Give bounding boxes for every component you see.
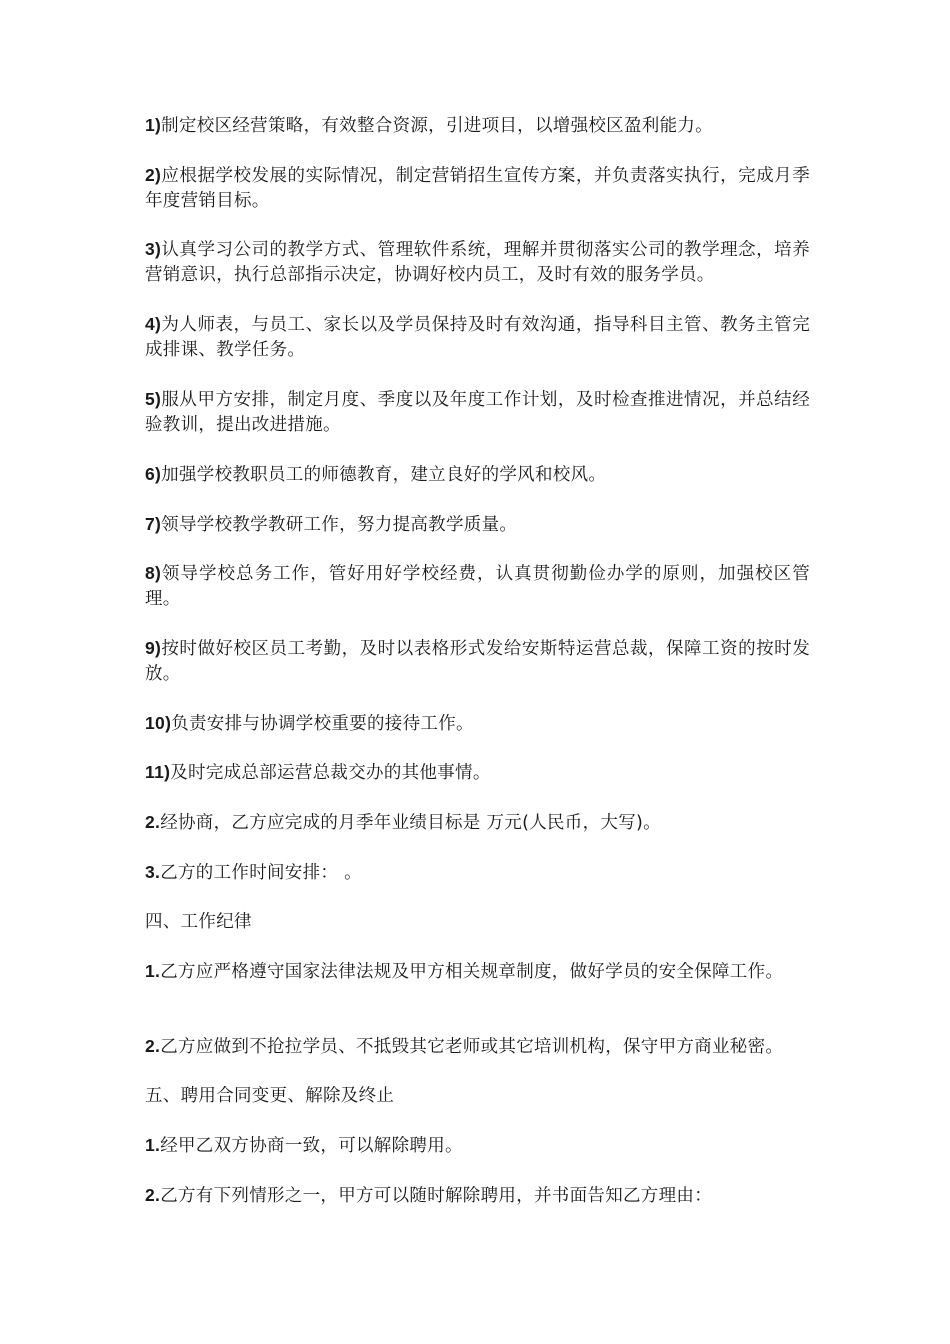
paragraph-duty-9: 9)按时做好校区员工考勤，及时以表格形式发给安斯特运营总裁，保障工资的按时发放。 [145, 638, 810, 684]
paragraph-target: 2.经协商，乙方应完成的月季年业绩目标是 万元(人民币，大写)。 [145, 812, 661, 833]
paragraph-duty-7: 7)领导学校教学教研工作，努力提高教学质量。 [145, 514, 518, 535]
paragraph-duty-8: 8)领导学校总务工作，管好用好学校经费，认真贯彻勤俭办学的原则，加强校区管理。 [145, 563, 810, 609]
paragraph-work-time: 3.乙方的工作时间安排： 。 [145, 862, 362, 883]
paragraph-duty-2: 2)应根据学校发展的实际情况，制定营销招生宣传方案，并负责落实执行，完成月季年度营销目标。 [145, 165, 810, 211]
paragraph-duty-6: 6)加强学校教职员工的师德教育，建立良好的学风和校风。 [145, 464, 607, 485]
paragraph-duty-5: 5)服从甲方安排，制定月度、季度以及年度工作计划，及时检查推进情况，并总结经验教训，提出改进措施。 [145, 389, 810, 435]
paragraph-duty-11: 11)及时完成总部运营总裁交办的其他事情。 [145, 762, 491, 783]
section-heading-termination: 五、聘用合同变更、解除及终止 [145, 1086, 395, 1106]
paragraph-termination-2: 2.乙方有下列情形之一，甲方可以随时解除聘用，并书面告知乙方理由： [145, 1185, 713, 1206]
paragraph-termination-1: 1.经甲乙双方协商一致，可以解除聘用。 [145, 1135, 463, 1156]
paragraph-duty-1: 1)制定校区经营策略，有效整合资源，引进项目，以增强校区盈利能力。 [145, 115, 713, 136]
paragraph-duty-10: 10)负责安排与协调学校重要的接待工作。 [145, 713, 474, 734]
paragraph-discipline-2: 2.乙方应做到不抢拉学员、不抵毁其它老师或其它培训机构，保守甲方商业秘密。 [145, 1036, 784, 1057]
paragraph-duty-3: 3)认真学习公司的教学方式、管理软件系统，理解并贯彻落实公司的教学理念，培养营销意识，执行总部指示决定，协调好校内员工，及时有效的服务学员。 [145, 239, 810, 285]
section-heading-discipline: 四、工作纪律 [145, 912, 252, 932]
paragraph-duty-4: 4)为人师表，与员工、家长以及学员保持及时有效沟通，指导科目主管、教务主管完成排课、教学任务。 [145, 314, 810, 360]
paragraph-discipline-1: 1.乙方应严格遵守国家法律法规及甲方相关规章制度，做好学员的安全保障工作。 [145, 961, 784, 982]
